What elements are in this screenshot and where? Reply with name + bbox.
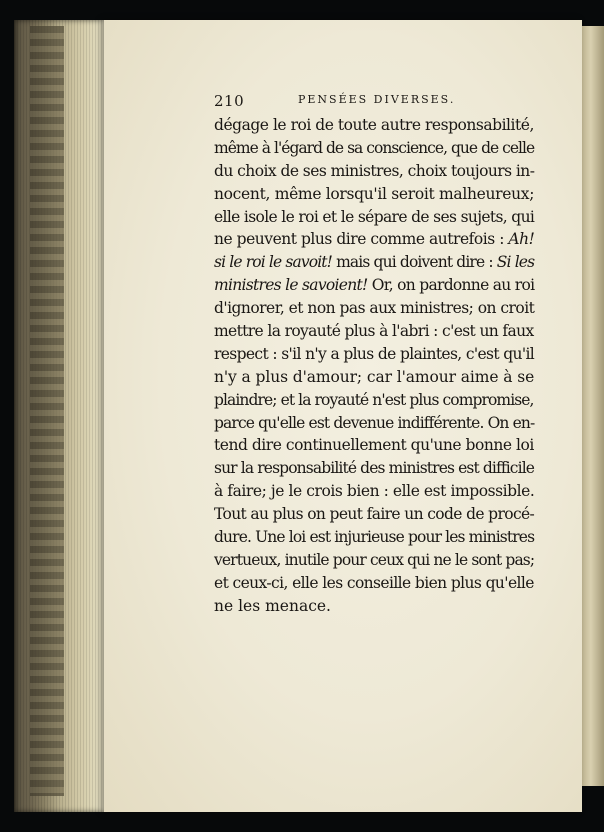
- text-line: [214, 526, 534, 549]
- text-run: mettre la royauté plus à l'abri : c'est un faux: [214, 322, 534, 341]
- text-line: [214, 160, 534, 183]
- text-run: respect : s'il n'y a plus de plaintes, c'est qu'il: [214, 344, 535, 363]
- text-line: [214, 206, 534, 229]
- text-line: [214, 595, 534, 618]
- text-run: dure. Une loi est injurieuse pour les ministres: [214, 528, 535, 547]
- text-run: ne les menace.: [214, 596, 331, 615]
- page-edges: [14, 20, 114, 812]
- text-run: sur la responsabilité des ministres est difficile: [214, 459, 535, 478]
- text-line: [214, 228, 534, 251]
- text-run: mais qui doivent dire :: [332, 253, 497, 272]
- facing-page-edge: [582, 26, 604, 786]
- text-run: plaindre; et la royauté n'est plus compromise,: [214, 390, 534, 409]
- text-run: elle isole le roi et le sépare de ses sujets, qui: [214, 207, 535, 226]
- text-line: [214, 480, 534, 503]
- page-header: [214, 92, 458, 110]
- running-head: PENSÉES DIVERSES.: [298, 93, 456, 106]
- text-line: [214, 137, 534, 160]
- text-run: n'y a plus d'amour; car l'amour aime à se: [214, 367, 535, 386]
- text-line: [214, 297, 534, 320]
- text-line: [214, 343, 534, 366]
- text-line: [214, 434, 534, 457]
- text-line: [214, 389, 534, 412]
- text-line: [214, 366, 534, 389]
- text-line: [214, 572, 534, 595]
- endpaper-pattern: [30, 26, 64, 796]
- text-run: du choix de ses ministres, choix toujours in-: [214, 161, 535, 180]
- text-line: [214, 320, 534, 343]
- text-run: ne peuvent plus dire comme autrefois :: [214, 230, 509, 249]
- italic-text-run: Si les: [496, 253, 535, 272]
- text-line: [214, 457, 534, 480]
- text-run: Tout au plus on peut faire un code de procé-: [214, 505, 535, 524]
- text-run: nocent, même lorsqu'il seroit malheureux;: [214, 184, 535, 203]
- italic-text-run: Ah!: [508, 230, 535, 249]
- text-line: [214, 412, 534, 435]
- page-number: 210: [214, 92, 245, 110]
- text-line: [214, 503, 534, 526]
- body-text: [214, 114, 534, 618]
- text-run: tend dire continuellement qu'une bonne loi: [214, 436, 534, 455]
- text-line: [214, 114, 534, 137]
- text-line: [214, 183, 534, 206]
- text-run: d'ignorer, et non pas aux ministres; on croit: [214, 299, 535, 318]
- text-line: [214, 549, 534, 572]
- italic-text-run: si le roi le savoit!: [214, 253, 333, 272]
- text-run: parce qu'elle est devenue indifférente. On en-: [214, 413, 535, 432]
- text-run: à faire; je le crois bien : elle est impossible.: [214, 482, 535, 501]
- text-run: dégage le roi de toute autre responsabilité,: [214, 116, 534, 134]
- text-run: et ceux-ci, elle les conseille bien plus qu'elle: [214, 573, 534, 592]
- text-line: [214, 251, 534, 274]
- text-run: même à l'égard de sa conscience, que de celle: [214, 138, 535, 157]
- italic-text-run: ministres le savoient!: [214, 276, 368, 295]
- text-line: [214, 274, 534, 297]
- text-run: Or, on pardonne au roi: [367, 276, 535, 295]
- text-run: vertueux, inutile pour ceux qui ne le sont pas;: [214, 550, 535, 569]
